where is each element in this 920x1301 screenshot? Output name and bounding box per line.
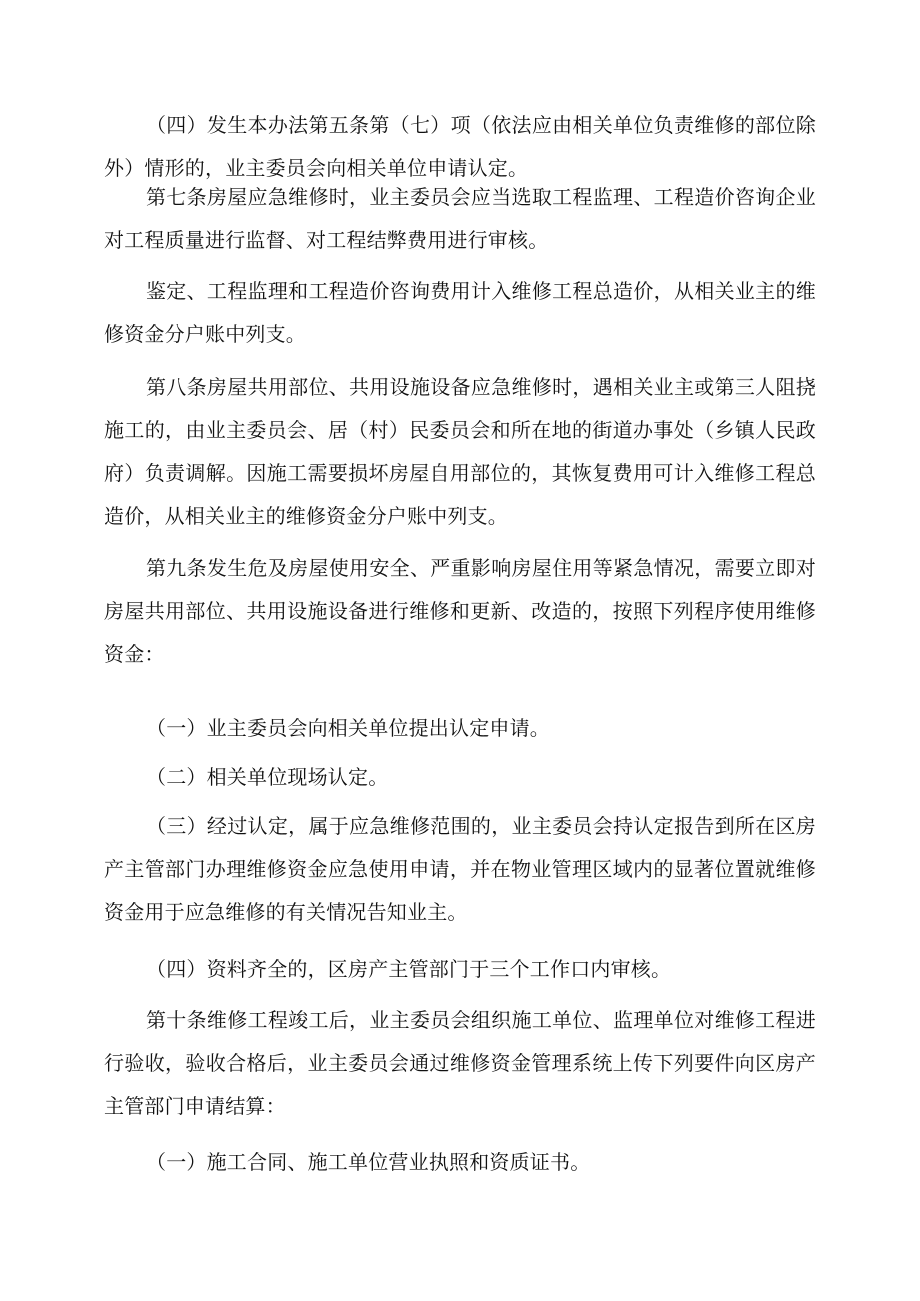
paragraph-article-7: 第七条房屋应急维修时，业主委员会应当选取工程监理、工程造价咨询企业对工程质量进行监督、对工程结弊费用进行审核。 — [104, 185, 816, 252]
paragraph-article-8: 第八条房屋共用部位、共用设施设备应急维修时，遇相关业主或第三人阻挠施工的，由业主委员会、居（村）民委员会和所在地的街道办事处（乡镇人民政府）负责调解。因施工需要损坏房屋自用部位的，其恢复费用可计入维修工程总造价，从相关业主的维修资金分户账中列支。 — [104, 375, 816, 528]
paragraph-appraisal-costs: 鉴定、工程监理和工程造价咨询费用计入维修工程总造价，从相关业主的维修资金分户账中列支。 — [104, 279, 816, 346]
paragraph-article-9-item-3: （三）经过认定，属于应急维修范围的，业主委员会持认定报告到所在区房产主管部门办理维修资金应急使用申请，并在物业管理区域内的显著位置就维修资金用于应急维修的有关情况告知业主。 — [104, 814, 816, 924]
paragraph-article-9: 第九条发生危及房屋使用安全、严重影响房屋住用等紧急情况，需要立即对房屋共用部位、共用设施设备进行维修和更新、改造的，按照下列程序使用维修资金： — [104, 556, 816, 666]
paragraph-article-9-item-1: （一）业主委员会向相关单位提出认定申请。 — [146, 716, 550, 740]
paragraph-article-10-item-1: （一）施工合同、施工单位营业执照和资质证书。 — [146, 1150, 591, 1174]
paragraph-article-9-item-2: （二）相关单位现场认定。 — [146, 765, 389, 789]
paragraph-article-9-item-4: （四）资料齐全的，区房产主管部门于三个工作口内审核。 — [146, 957, 672, 981]
paragraph-article-10: 第十条维修工程竣工后，业主委员会组织施工单位、监理单位对维修工程进行验收，验收合格后，业主委员会通过维修资金管理系统上传下列要件向区房产主管部门申请结算： — [104, 1008, 816, 1118]
paragraph-clause-6-item-4: （四）发生本办法第五条第（七）项（依法应由相关单位负责维修的部位除外）情形的，业主委员会向相关单位申请认定。 — [104, 113, 816, 180]
